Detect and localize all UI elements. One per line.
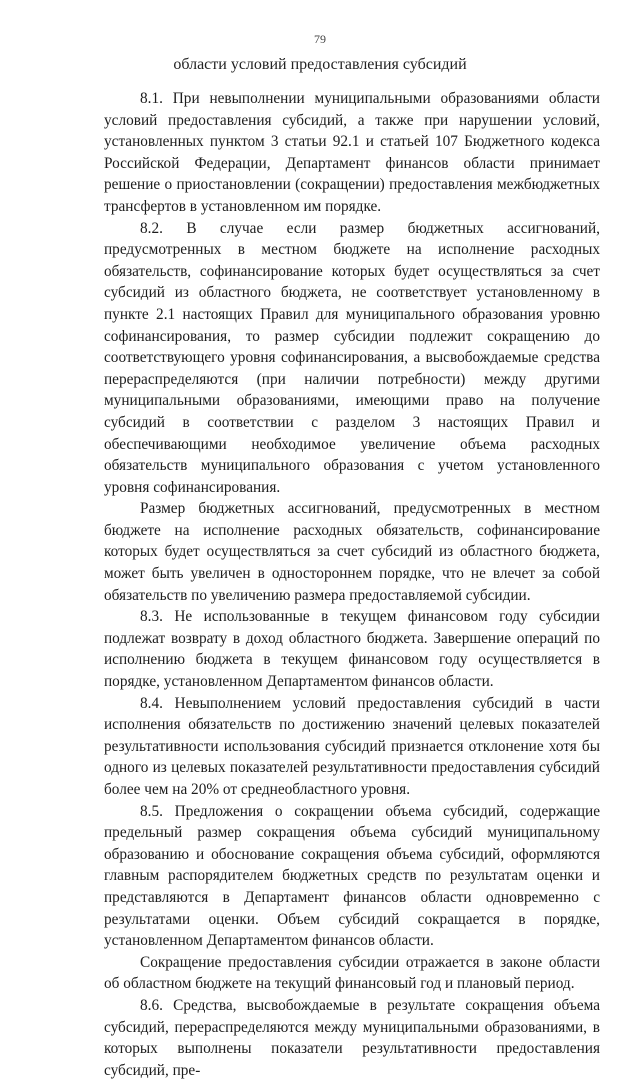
paragraph-8-3: 8.3. Не использованные в текущем финансовом году субсидии подлежат возврату в доход областного бюджета. Завершение операций по исполнению бюджета в текущем финансовом году осуществляется в порядке, установленном Департаментом финансов области.	[104, 608, 600, 691]
paragraph-8-5: 8.5. Предложения о сокращении объема субсидий, содержащие предельный размер сокращения объема субсидий муниципальному образованию и обоснование сокращения объема субсидий, оформляются главным распорядителем бюджетных средств по результатам оценки и представляются в Департамент финансов области одновременно с результатами оценки. Объем субсидий сокращается в порядке, установленном Департаментом финансов области.	[104, 802, 600, 950]
document-body	[104, 88, 600, 1081]
paragraph-8-2-continued: Размер бюджетных ассигнований, предусмотренных в местном бюджете на исполнение расходных обязательств, софинансирование которых будет осуществляться за счет субсидий из областного бюджета, может быть увеличен в одностороннем порядке, что не влечет за собой обязательств по увеличению размера предоставляемой субсидии.	[104, 500, 600, 604]
paragraph-8-2: 8.2. В случае если размер бюджетных ассигнований, предусмотренных в местном бюджете на исполнение расходных обязательств, софинансирование которых будет осуществляться за счет субсидий из областного бюджета, не соответствует установленному в пункте 2.1 настоящих Правил для муниципального образования уровню софинансирования, то размер субсидии подлежит сокращению до соответствующего уровня софинансирования, а высвобождаемые средства перераспределяются (при наличии потребности) между другими муниципальными образованиями, имеющими право на получение субсидий в соответствии с разделом 3 настоящих Правил и обеспечивающими необходимое увеличение объема расходных обязательств муниципального образования с учетом установленного уровня софинансирования.	[104, 219, 600, 496]
page-number: 79	[314, 32, 326, 46]
section-heading: области условий предоставления субсидий	[173, 56, 467, 73]
paragraph-8-6: 8.6. Средства, высвобождаемые в результате сокращения объема субсидий, перераспределяются между муниципальными образованиями, в которых выполнены показатели результативности предоставления субсидий, пре-	[104, 996, 600, 1079]
paragraph-8-4: 8.4. Невыполнением условий предоставления субсидий в части исполнения обязательств по достижению значений целевых показателей результативности использования субсидий признается отклонение хотя бы одного из целевых показателей результативности предоставления субсидий более чем на 20% от среднеобластного уровня.	[104, 694, 600, 798]
paragraph-8-5-continued: Сокращение предоставления субсидии отражается в законе области об областном бюджете на текущий финансовый год и плановый период.	[104, 953, 600, 993]
paragraph-8-1: 8.1. При невыполнении муниципальными образованиями области условий предоставления субсидий, а также при нарушении условий, установленных пунктом 3 статьи 92.1 и статьей 107 Бюджетного кодекса Российской Федерации, Департамент финансов области принимает решение о приостановлении (сокращении) предоставления межбюджетных трансфертов в установленном им порядке.	[104, 90, 600, 215]
